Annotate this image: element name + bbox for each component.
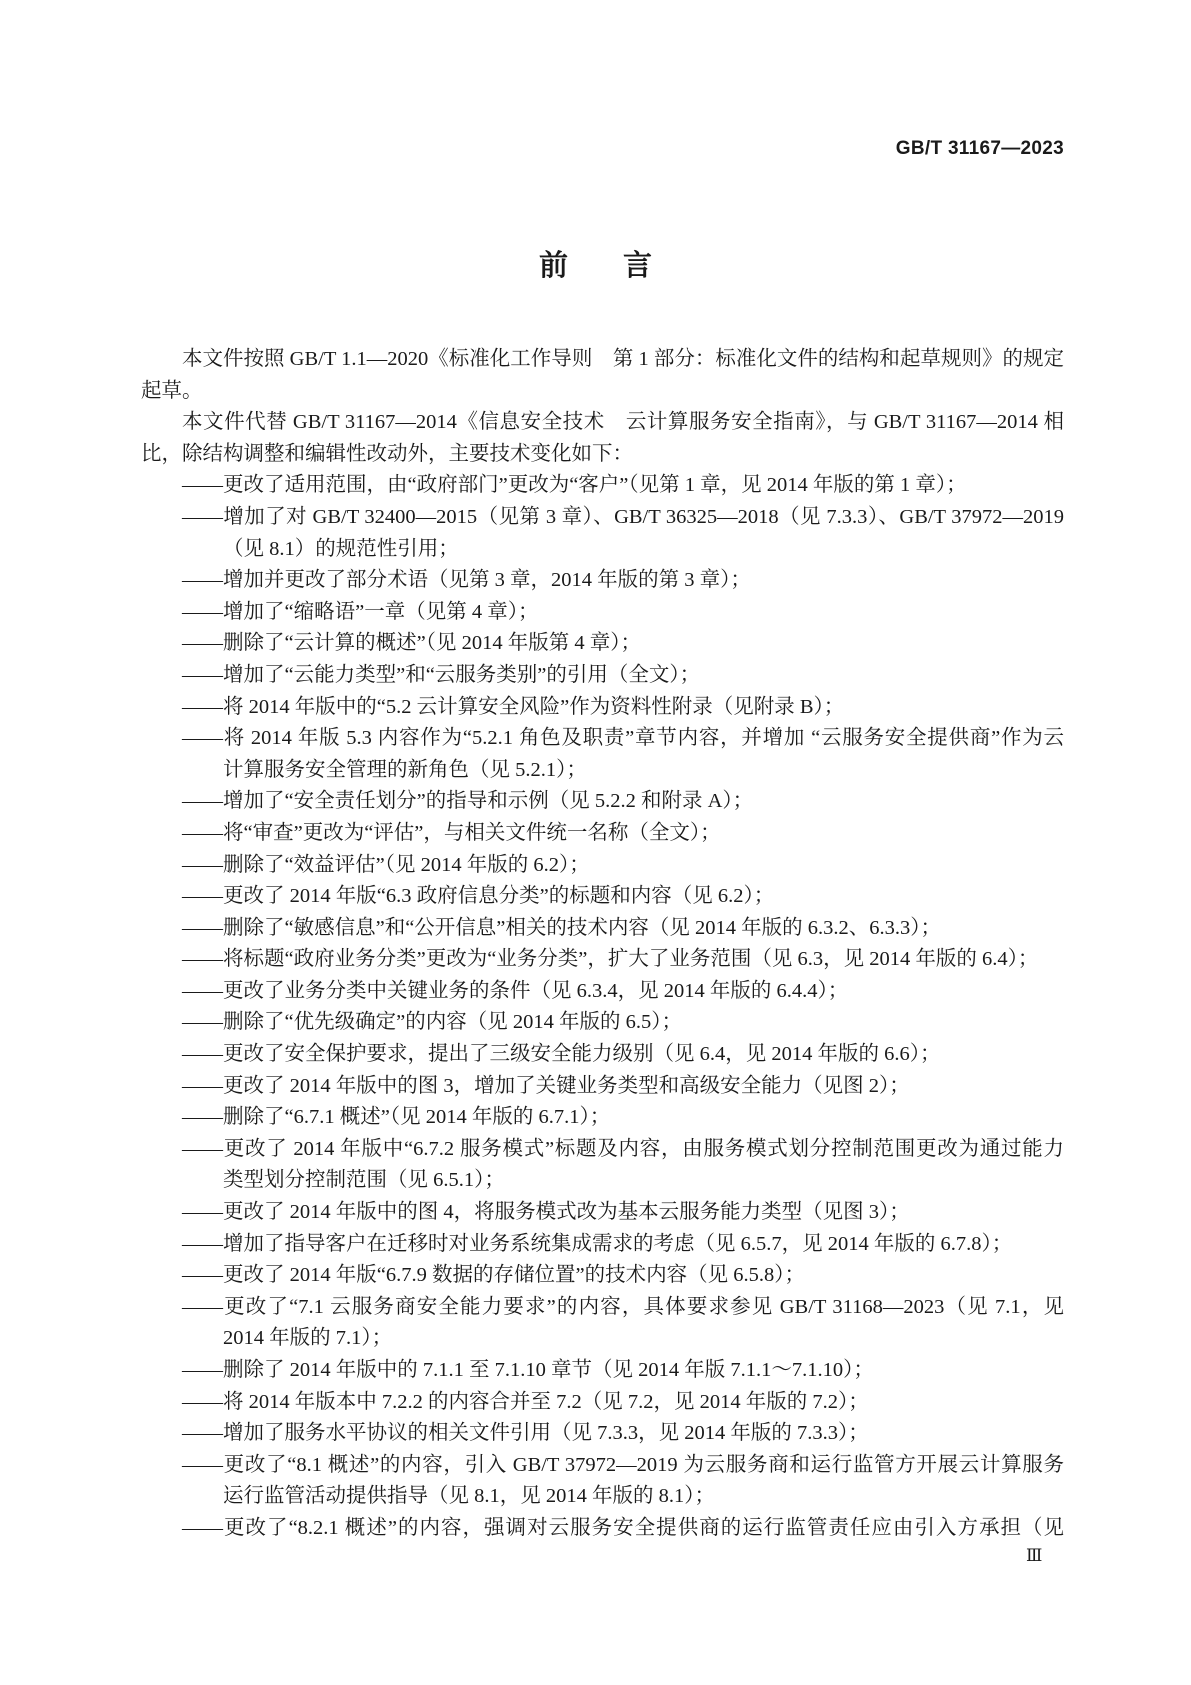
list-item-line bbox=[141, 1355, 1064, 1387]
list-item-line bbox=[141, 1260, 1064, 1292]
list-dash: —— bbox=[182, 1453, 223, 1476]
list-item-line bbox=[141, 786, 1064, 818]
list-dash: —— bbox=[182, 853, 223, 876]
list-item-line bbox=[141, 881, 1064, 913]
list-dash: —— bbox=[182, 790, 223, 813]
list-item-text: 删除了“云计算的概述”（见 2014 年版第 4 章）； bbox=[223, 632, 641, 655]
list-dash: —— bbox=[182, 1390, 223, 1413]
list-dash: —— bbox=[182, 821, 223, 844]
list-item-line bbox=[141, 1229, 1064, 1261]
list-item-text: 更改了业务分类中关键业务的条件（见 6.3.4，见 2014 年版的 6.4.4）； bbox=[223, 979, 849, 1002]
list-item-text: 增加了“缩略语”一章（见第 4 章）； bbox=[223, 600, 539, 623]
list-dash: —— bbox=[182, 474, 223, 497]
list-dash: —— bbox=[182, 1359, 223, 1381]
list-dash: —— bbox=[182, 948, 223, 971]
list-item-text: 将 2014 年版 5.3 内容作为“5.2.1 角色及职责”章节内容，并增加 “云服务安全提供商”作为云 bbox=[223, 727, 1064, 750]
list-dash: —— bbox=[182, 1011, 223, 1034]
list-item-text: 更改了“8.1 概述”的内容，引入 GB/T 37972—2019 为云服务商和运行监管方开展云计算服务 bbox=[223, 1453, 1064, 1476]
list-item-text: 更改了 2014 年版“6.7.9 数据的存储位置”的技术内容（见 6.5.8）； bbox=[223, 1264, 805, 1287]
list-item-text: 删除了“优先级确定”的内容（见 2014 年版的 6.5）； bbox=[223, 1011, 682, 1034]
list-item-line bbox=[141, 470, 1064, 502]
list-dash: —— bbox=[182, 1264, 223, 1287]
list-item-line bbox=[141, 1197, 1064, 1229]
paragraph-line: 起草。 bbox=[141, 379, 203, 402]
list-item-line bbox=[141, 628, 1064, 660]
list-dash: —— bbox=[182, 1422, 223, 1445]
list-item-line bbox=[141, 502, 1064, 534]
list-item-line bbox=[141, 850, 1064, 882]
list-item-text: 将标题“政府业务分类”更改为“业务分类”，扩大了业务范围（见 6.3，见 2014 年版的 6.4）； bbox=[223, 948, 1039, 971]
list-item-line bbox=[141, 1102, 1064, 1134]
page-title: 前言 bbox=[538, 250, 707, 282]
list-dash: —— bbox=[182, 569, 223, 592]
list-dash: —— bbox=[182, 1295, 223, 1318]
list-item-text: 删除了“敏感信息”和“公开信息”相关的技术内容（见 2014 年版的 6.3.2、6.3.3）； bbox=[223, 916, 942, 939]
list-dash: —— bbox=[182, 1106, 223, 1129]
list-item-line bbox=[141, 1292, 1064, 1324]
list-dash: —— bbox=[182, 600, 223, 623]
list-dash: —— bbox=[182, 1516, 223, 1539]
list-dash: —— bbox=[182, 1074, 223, 1097]
list-item-line bbox=[141, 976, 1064, 1008]
list-item-line bbox=[141, 1513, 1064, 1545]
list-item-text: 将“审查”更改为“评估”，与相关文件统一名称（全文）； bbox=[223, 821, 721, 844]
list-item-line: 类型划分控制范围（见 6.5.1）； bbox=[223, 1169, 505, 1192]
list-dash: —— bbox=[182, 1232, 223, 1255]
list-item-line bbox=[141, 913, 1064, 945]
list-item-line bbox=[141, 723, 1064, 755]
list-item-text: 增加了对 GB/T 32400—2015（见第 3 章）、GB/T 36325—2018（见 7.3.3）、GB/T 37972—2019 bbox=[223, 505, 1064, 528]
paragraph-line: 本文件按照 GB/T 1.1—2020《标准化工作导则 第 1 部分：标准化文件的结构和起草规则》的规定 bbox=[182, 348, 1064, 370]
list-item-text: 增加了指导客户在迁移时对业务系统集成需求的考虑（见 6.5.7，见 2014 年版的 6.7.8）； bbox=[223, 1232, 1013, 1255]
list-item-text: 增加了“安全责任划分”的指导和示例（见 5.2.2 和附录 A）； bbox=[223, 790, 754, 813]
list-dash: —— bbox=[182, 505, 223, 528]
list-item-text: 更改了 2014 年版“6.3 政府信息分类”的标题和内容（见 6.2）； bbox=[223, 885, 775, 908]
list-item-text: 删除了“效益评估”（见 2014 年版的 6.2）； bbox=[223, 853, 590, 876]
list-item-line bbox=[141, 1134, 1064, 1166]
list-item-text: 更改了 2014 年版中的图 4，将服务模式改为基本云服务能力类型（见图 3）； bbox=[223, 1201, 910, 1224]
list-item-text: 更改了“7.1 云服务商安全能力要求”的内容，具体要求参见 GB/T 31168—2023（见 7.1，见 bbox=[223, 1295, 1064, 1318]
list-item-text: 更改了适用范围，由“政府部门”更改为“客户”（见第 1 章，见 2014 年版的第 1 章）； bbox=[223, 474, 967, 497]
list-item-line: 运行监管活动提供指导（见 8.1，见 2014 年版的 8.1）； bbox=[223, 1485, 715, 1508]
list-item-text: 删除了“6.7.1 概述”（见 2014 年版的 6.7.1）； bbox=[223, 1106, 611, 1129]
list-dash: —— bbox=[182, 1201, 223, 1224]
list-dash: —— bbox=[182, 695, 223, 718]
list-item-line bbox=[141, 565, 1064, 597]
list-dash: —— bbox=[182, 916, 223, 939]
list-dash: —— bbox=[182, 727, 223, 750]
list-item-line bbox=[141, 1387, 1064, 1419]
list-dash: —— bbox=[182, 1043, 223, 1066]
list-item-line bbox=[141, 1071, 1064, 1103]
list-item-line bbox=[141, 597, 1064, 629]
list-item-text: 更改了“8.2.1 概述”的内容，强调对云服务安全提供商的运行监管责任应由引入方承担（见 bbox=[223, 1516, 1064, 1539]
list-item-line bbox=[141, 660, 1064, 692]
list-item-line bbox=[141, 692, 1064, 724]
list-item-line: 计算服务安全管理的新角色（见 5.2.1）； bbox=[223, 758, 587, 781]
list-dash: —— bbox=[182, 632, 223, 655]
list-item-text: 将 2014 年版本中 7.2.2 的内容合并至 7.2（见 7.2，见 2014 年版的 7.2）； bbox=[223, 1390, 869, 1413]
document-body bbox=[141, 344, 1064, 1545]
list-item-text: 更改了 2014 年版中“6.7.2 服务模式”标题及内容，由服务模式划分控制范围更改为通过能力 bbox=[223, 1137, 1064, 1160]
list-item-line: （见 8.1）的规范性引用； bbox=[223, 537, 459, 560]
paragraph-line: 本文件代替 GB/T 31167—2014《信息安全技术 云计算服务安全指南》，与 GB/T 31167—2014 相 bbox=[182, 411, 1064, 434]
list-item-line bbox=[141, 1450, 1064, 1482]
page-number: Ⅲ bbox=[1026, 1546, 1043, 1565]
list-dash: —— bbox=[182, 663, 223, 686]
list-item-text: 将 2014 年版中的“5.2 云计算安全风险”作为资料性附录（见附录 B）； bbox=[223, 695, 845, 718]
list-dash: —— bbox=[182, 979, 223, 1002]
list-item-line bbox=[141, 1007, 1064, 1039]
list-item-line bbox=[141, 944, 1064, 976]
list-item-text: 删除了 2014 年版中的 7.1.1 至 7.1.10 章节（见 2014 年版 7.1.1～7.1.10）； bbox=[223, 1359, 874, 1381]
list-item-text: 增加了服务水平协议的相关文件引用（见 7.3.3，见 2014 年版的 7.3.3）； bbox=[223, 1422, 869, 1445]
list-dash: —— bbox=[182, 1137, 223, 1160]
list-dash: —— bbox=[182, 885, 223, 908]
list-item-line bbox=[141, 1039, 1064, 1071]
standard-code-header: GB/T 31167—2023 bbox=[895, 138, 1064, 159]
list-item-line bbox=[141, 818, 1064, 850]
list-item-line: 2014 年版的 7.1）； bbox=[223, 1327, 393, 1350]
list-item-text: 更改了 2014 年版中的图 3，增加了关键业务类型和高级安全能力（见图 2）； bbox=[223, 1074, 910, 1097]
list-item-text: 更改了安全保护要求，提出了三级安全能力级别（见 6.4，见 2014 年版的 6.6）； bbox=[223, 1043, 941, 1066]
list-item-text: 增加了“云能力类型”和“云服务类别”的引用（全文）； bbox=[223, 663, 701, 686]
paragraph-line: 比，除结构调整和编辑性改动外，主要技术变化如下： bbox=[141, 442, 633, 465]
list-item-text: 增加并更改了部分术语（见第 3 章，2014 年版的第 3 章）； bbox=[223, 569, 751, 592]
list-item-line bbox=[141, 1418, 1064, 1450]
